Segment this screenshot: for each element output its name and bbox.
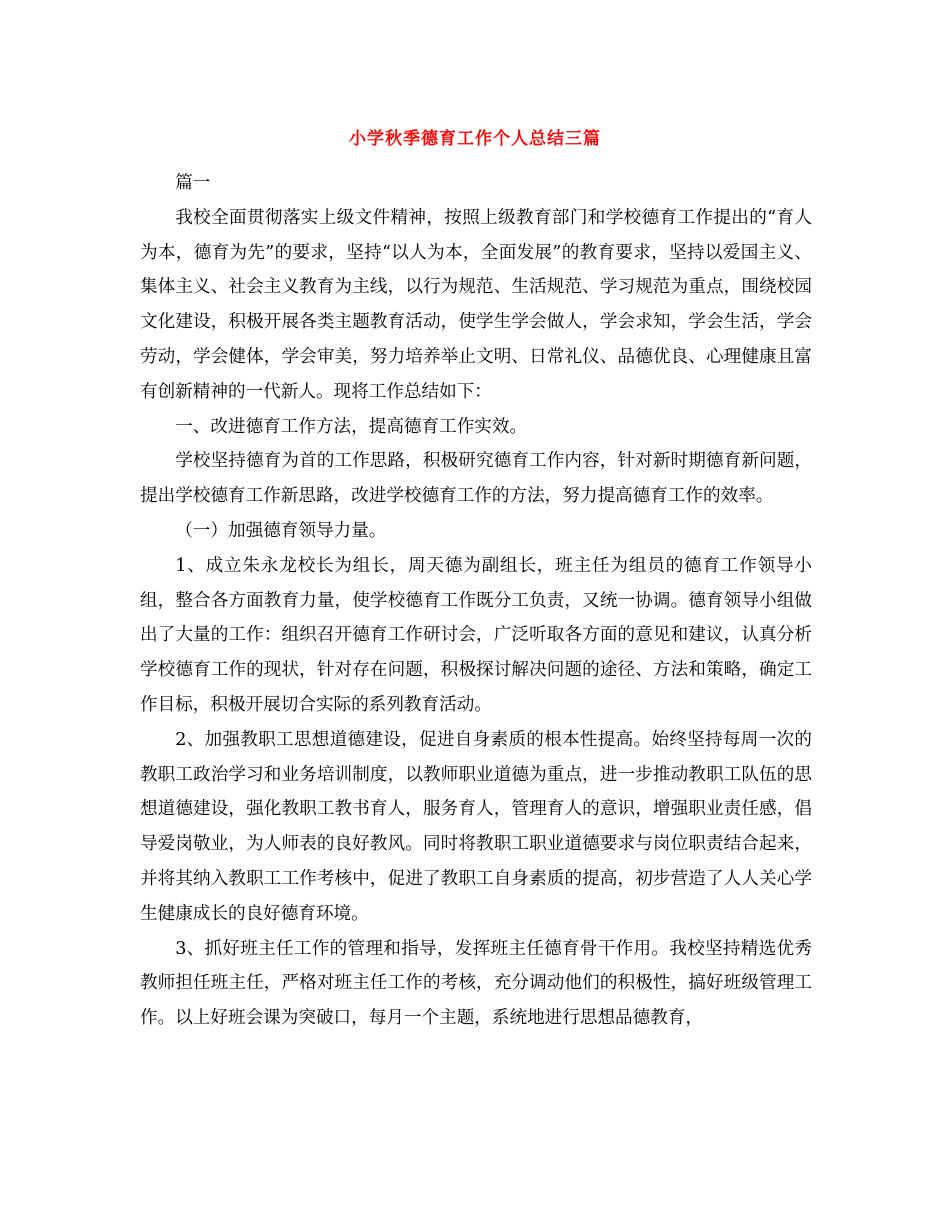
- paragraph-item-2: 2、加强教职工思想道德建设，促进自身素质的根本性提高。始终坚持每周一次的教职工政治学习和业务培训制度，以教师职业道德为重点，进一步推动教职工队伍的思想道德建设，强化教职工教书育人，服务育人，管理育人的意识，增强职业责任感，倡导爱岗敬业，为人师表的良好教风。同时将教职工职业道德要求与岗位职责结合起来，并将其纳入教职工工作考核中，促进了教职工自身素质的提高，初步营造了人人关心学生健康成长的良好德育环境。: [140, 729, 812, 924]
- heading-section-1: 一、改进德育工作方法，提高德育工作实效。: [175, 416, 528, 437]
- paragraph-approach: 学校坚持德育为首的工作思路，积极研究德育工作内容，针对新时期德育新问题，提出学校德育工作新思路，改进学校德育工作的方法，努力提高德育工作的效率。: [140, 451, 812, 507]
- heading-subsection-1: （一）加强德育领导力量。: [175, 520, 387, 541]
- document-body: [140, 158, 812, 1036]
- paragraph-item-1: 1、成立朱永龙校长为组长，周天德为副组长，班主任为组员的德育工作领导小组，整合各方面教育力量，使学校德育工作既分工负责，又统一协调。德育领导小组做出了大量的工作：组织召开德育工作研讨会，广泛听取各方面的意见和建议，认真分析学校德育工作的现状，针对存在问题，积极探讨解决问题的途径、方法和策略，确定工作目标，积极开展切合实际的系列教育活动。: [140, 555, 812, 715]
- paragraph-item-3: 3、抓好班主任工作的管理和指导，发挥班主任德育骨干作用。我校坚持精选优秀教师担任班主任，严格对班主任工作的考核，充分调动他们的积极性，搞好班级管理工作。以上好班会课为突破口，每月一个主题，系统地进行思想品德教育，: [140, 938, 812, 1029]
- paragraph-intro: 我校全面贯彻落实上级文件精神，按照上级教育部门和学校德育工作提出的“育人为本，德育为先”的要求，坚持“以人为本，全面发展”的教育要求，坚持以爱国主义、集体主义、社会主义教育为主线，以行为规范、生活规范、学习规范为重点，围绕校园文化建设，积极开展各类主题教育活动，使学生学会做人，学会求知，学会生活，学会劳动，学会健体，学会审美，努力培养举止文明、日常礼仪、品德优良、心理健康且富有创新精神的一代新人。现将工作总结如下：: [140, 207, 812, 402]
- section-label: 篇一: [175, 173, 211, 193]
- page-title: 小学秋季德育工作个人总结三篇: [349, 129, 601, 149]
